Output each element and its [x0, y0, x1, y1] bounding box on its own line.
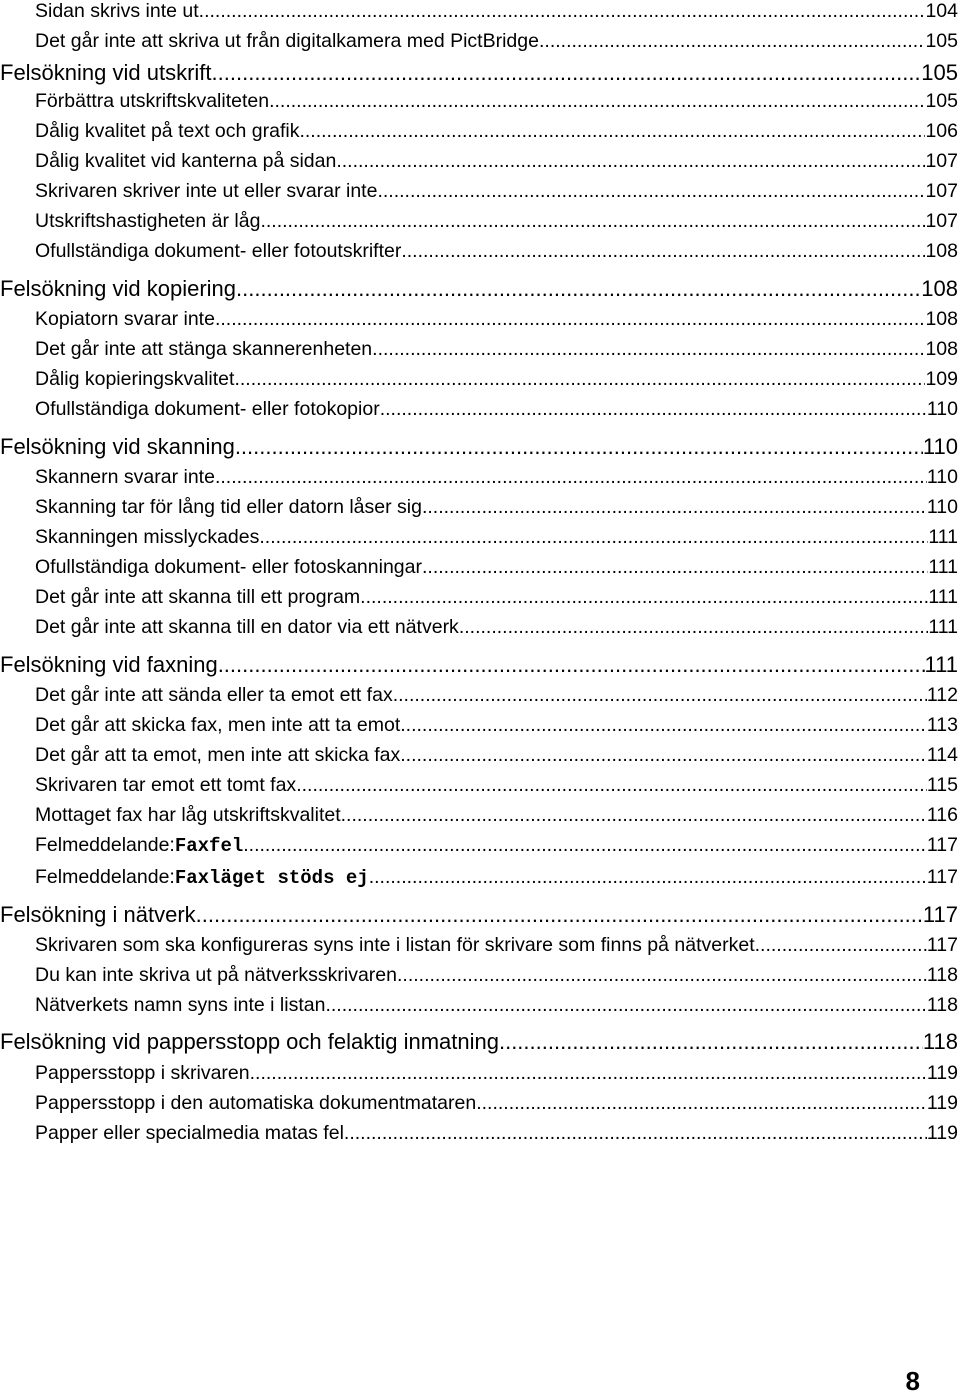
toc-entry-label: Skanning tar för lång tid eller datorn låser sig [35, 496, 422, 518]
toc-entry[interactable] [0, 744, 958, 767]
toc-entry[interactable] [0, 30, 958, 53]
toc-entry[interactable] [0, 90, 958, 113]
dot-leader [393, 684, 927, 707]
toc-entry[interactable] [0, 120, 958, 143]
toc-entry-label: Dålig kvalitet vid kanterna på sidan [35, 150, 337, 172]
toc-entry-label: Pappersstopp i skrivaren [35, 1062, 250, 1084]
toc-entry-page: 119 [926, 1122, 958, 1144]
dot-leader [400, 714, 927, 737]
toc-entry-page: 105 [921, 60, 958, 85]
toc-entry[interactable] [0, 338, 958, 361]
toc-entry-page: 107 [925, 150, 958, 172]
toc-entry-page: 109 [925, 368, 958, 390]
toc-section-entry[interactable] [0, 434, 958, 460]
dot-leader [459, 616, 929, 639]
toc-entry[interactable] [0, 586, 958, 609]
toc-entry-label: Det går att ta emot, men inte att skicka fax [35, 744, 401, 766]
dot-leader [296, 774, 927, 797]
toc-entry-page: 112 [926, 684, 958, 706]
toc-entry-label: Felsökning vid skanning [0, 434, 235, 459]
toc-entry-label: Felmeddelande: [35, 834, 175, 856]
toc-entry[interactable] [0, 496, 958, 519]
toc-entry[interactable] [0, 994, 958, 1017]
toc-entry[interactable] [0, 804, 958, 827]
dot-leader [397, 964, 927, 987]
toc-entry[interactable] [0, 774, 958, 797]
toc-entry-label: Skanningen misslyckades [35, 526, 260, 548]
dot-leader [212, 60, 922, 86]
toc-entry-page: 119 [926, 1092, 958, 1114]
toc-entry[interactable] [0, 934, 958, 957]
toc-entry-page: 108 [925, 240, 958, 262]
toc-section-entry[interactable] [0, 276, 958, 302]
toc-entry-label: Förbättra utskriftskvaliteten [35, 90, 270, 112]
dot-leader [260, 210, 925, 233]
toc-entry-label: Sidan skrivs inte ut [35, 0, 199, 22]
toc-entry-page: 110 [926, 466, 958, 488]
toc-section-entry[interactable] [0, 902, 958, 928]
dot-leader [372, 338, 925, 361]
page-number: 8 [905, 1366, 920, 1396]
toc-entry-code: Faxläget stöds ej [174, 867, 369, 889]
toc-entry[interactable] [0, 240, 958, 263]
dot-leader [269, 90, 925, 113]
toc-entry-label: Skrivaren skriver inte ut eller svarar inte [35, 180, 378, 202]
toc-entry[interactable] [0, 1062, 958, 1085]
toc-entry-page: 117 [926, 834, 958, 856]
toc-entry[interactable] [0, 834, 958, 857]
dot-leader [422, 556, 928, 579]
toc-entry[interactable] [0, 866, 958, 889]
toc-entry-label: Nätverkets namn syns inte i listan [35, 994, 326, 1016]
dot-leader [422, 496, 927, 519]
toc-entry-page: 117 [926, 934, 958, 956]
toc-entry[interactable] [0, 616, 958, 639]
toc-section-entry[interactable] [0, 60, 958, 86]
dot-leader [476, 1092, 927, 1115]
toc-entry-page: 114 [926, 744, 958, 766]
toc-entry[interactable] [0, 210, 958, 233]
toc-entry-label: Pappersstopp i den automatiska dokumentmataren [35, 1092, 477, 1114]
toc-entry-label: Felsökning vid kopiering [0, 276, 237, 301]
toc-entry[interactable] [0, 308, 958, 331]
toc-entry-page: 118 [926, 994, 958, 1016]
toc-entry-page: 111 [928, 556, 958, 578]
toc-entry-page: 105 [925, 90, 958, 112]
toc-entry[interactable] [0, 684, 958, 707]
toc-entry-page: 105 [925, 30, 958, 52]
toc-entry[interactable] [0, 526, 958, 549]
toc-entry-label: Du kan inte skriva ut på nätverksskrivaren [35, 964, 397, 986]
toc-entry-page: 110 [922, 434, 958, 459]
toc-entry-page: 110 [926, 398, 958, 420]
toc-section-entry[interactable] [0, 652, 958, 678]
dot-leader [235, 434, 923, 460]
toc-entry-page: 111 [928, 586, 958, 608]
toc-entry-label: Det går inte att stänga skannerenheten [35, 338, 373, 360]
dot-leader [325, 994, 926, 1017]
dot-leader [360, 586, 928, 609]
toc-entry-page: 106 [925, 120, 958, 142]
dot-leader [380, 398, 927, 421]
toc-entry[interactable] [0, 150, 958, 173]
toc-entry-label: Felsökning vid pappersstopp och felaktig inmatning [0, 1029, 499, 1054]
dot-leader [539, 30, 925, 53]
toc-entry[interactable] [0, 0, 958, 23]
toc-entry-label: Ofullständiga dokument- eller fotoskanningar [35, 556, 422, 578]
dot-leader [218, 652, 925, 678]
toc-entry[interactable] [0, 398, 958, 421]
toc-entry-label: Skrivaren som ska konfigureras syns inte i listan för skrivare som finns på nätverket [35, 934, 755, 956]
dot-leader [215, 308, 926, 331]
toc-entry[interactable] [0, 964, 958, 987]
toc-entry[interactable] [0, 466, 958, 489]
toc-entry-page: 108 [921, 276, 958, 301]
toc-entry-page: 113 [926, 714, 958, 736]
toc-entry-label: Det går inte att sända eller ta emot ett fax [35, 684, 393, 706]
toc-entry[interactable] [0, 180, 958, 203]
toc-entry-label: Felsökning i nätverk [0, 902, 196, 927]
dot-leader [243, 834, 927, 857]
toc-entry-page: 117 [926, 866, 958, 888]
toc-entry-label: Det går att skicka fax, men inte att ta emot [35, 714, 401, 736]
toc-entry-page: 111 [928, 526, 958, 548]
dot-leader [336, 150, 925, 173]
dot-leader [215, 466, 927, 489]
dot-leader [401, 240, 925, 263]
toc-entry-label: Ofullständiga dokument- eller fotoutskrifter [35, 240, 402, 262]
dot-leader [755, 934, 927, 957]
toc-entry-label: Skrivaren tar emot ett tomt fax [35, 774, 297, 796]
toc-entry-label: Skannern svarar inte [35, 466, 215, 488]
dot-leader [377, 180, 925, 203]
toc-entry-page: 110 [926, 496, 958, 518]
toc-entry-label: Det går inte att skriva ut från digitalkamera med PictBridge [35, 30, 539, 52]
dot-leader [259, 526, 928, 549]
toc-entry-label: Ofullständiga dokument- eller fotokopior [35, 398, 380, 420]
toc-entry[interactable] [0, 1122, 958, 1145]
toc-entry-page: 118 [922, 1029, 958, 1054]
dot-leader [196, 902, 923, 928]
toc-entry-code: Faxfel [174, 835, 244, 857]
toc-entry-page: 119 [926, 1062, 958, 1084]
toc-entry-page: 116 [926, 804, 958, 826]
dot-leader [199, 0, 926, 23]
dot-leader [236, 276, 921, 302]
dot-leader [234, 368, 925, 391]
toc-entry-page: 104 [925, 0, 958, 22]
toc-entry-page: 108 [925, 308, 958, 330]
toc-entry-label: Dålig kvalitet på text och grafik [35, 120, 300, 142]
toc-entry-page: 118 [926, 964, 958, 986]
toc-entry-label: Mottaget fax har låg utskriftskvalitet [35, 804, 341, 826]
toc-entry-page: 107 [925, 180, 958, 202]
toc-section-entry[interactable] [0, 1029, 958, 1055]
dot-leader [341, 804, 927, 827]
toc-entry-label: Det går inte att skanna till ett program [35, 586, 361, 608]
toc-entry-label: Kopiatorn svarar inte [35, 308, 215, 330]
dot-leader [344, 1122, 927, 1145]
dot-leader [499, 1029, 923, 1055]
toc-entry-page: 111 [928, 616, 958, 638]
toc-entry[interactable] [0, 714, 958, 737]
toc-entry-label: Dålig kopieringskvalitet [35, 368, 235, 390]
toc-entry-page: 108 [925, 338, 958, 360]
toc-entry[interactable] [0, 556, 958, 579]
toc-entry-page: 107 [925, 210, 958, 232]
toc-entry-label: Felsökning vid faxning [0, 652, 218, 677]
toc-entry-label: Papper eller specialmedia matas fel [35, 1122, 344, 1144]
dot-leader [299, 120, 925, 143]
toc-entry-label: Felsökning vid utskrift [0, 60, 212, 85]
toc-entry-label: Felmeddelande: [35, 866, 175, 888]
toc-entry[interactable] [0, 1092, 958, 1115]
dot-leader [250, 1062, 927, 1085]
toc-entry-page: 115 [926, 774, 958, 796]
toc-entry-label: Det går inte att skanna till en dator via ett nätverk [35, 616, 459, 638]
dot-leader [369, 866, 927, 889]
toc-entry[interactable] [0, 368, 958, 391]
dot-leader [400, 744, 927, 767]
toc-entry-page: 111 [924, 652, 958, 677]
toc-entry-label: Utskriftshastigheten är låg [35, 210, 261, 232]
toc-entry-page: 117 [922, 902, 958, 927]
